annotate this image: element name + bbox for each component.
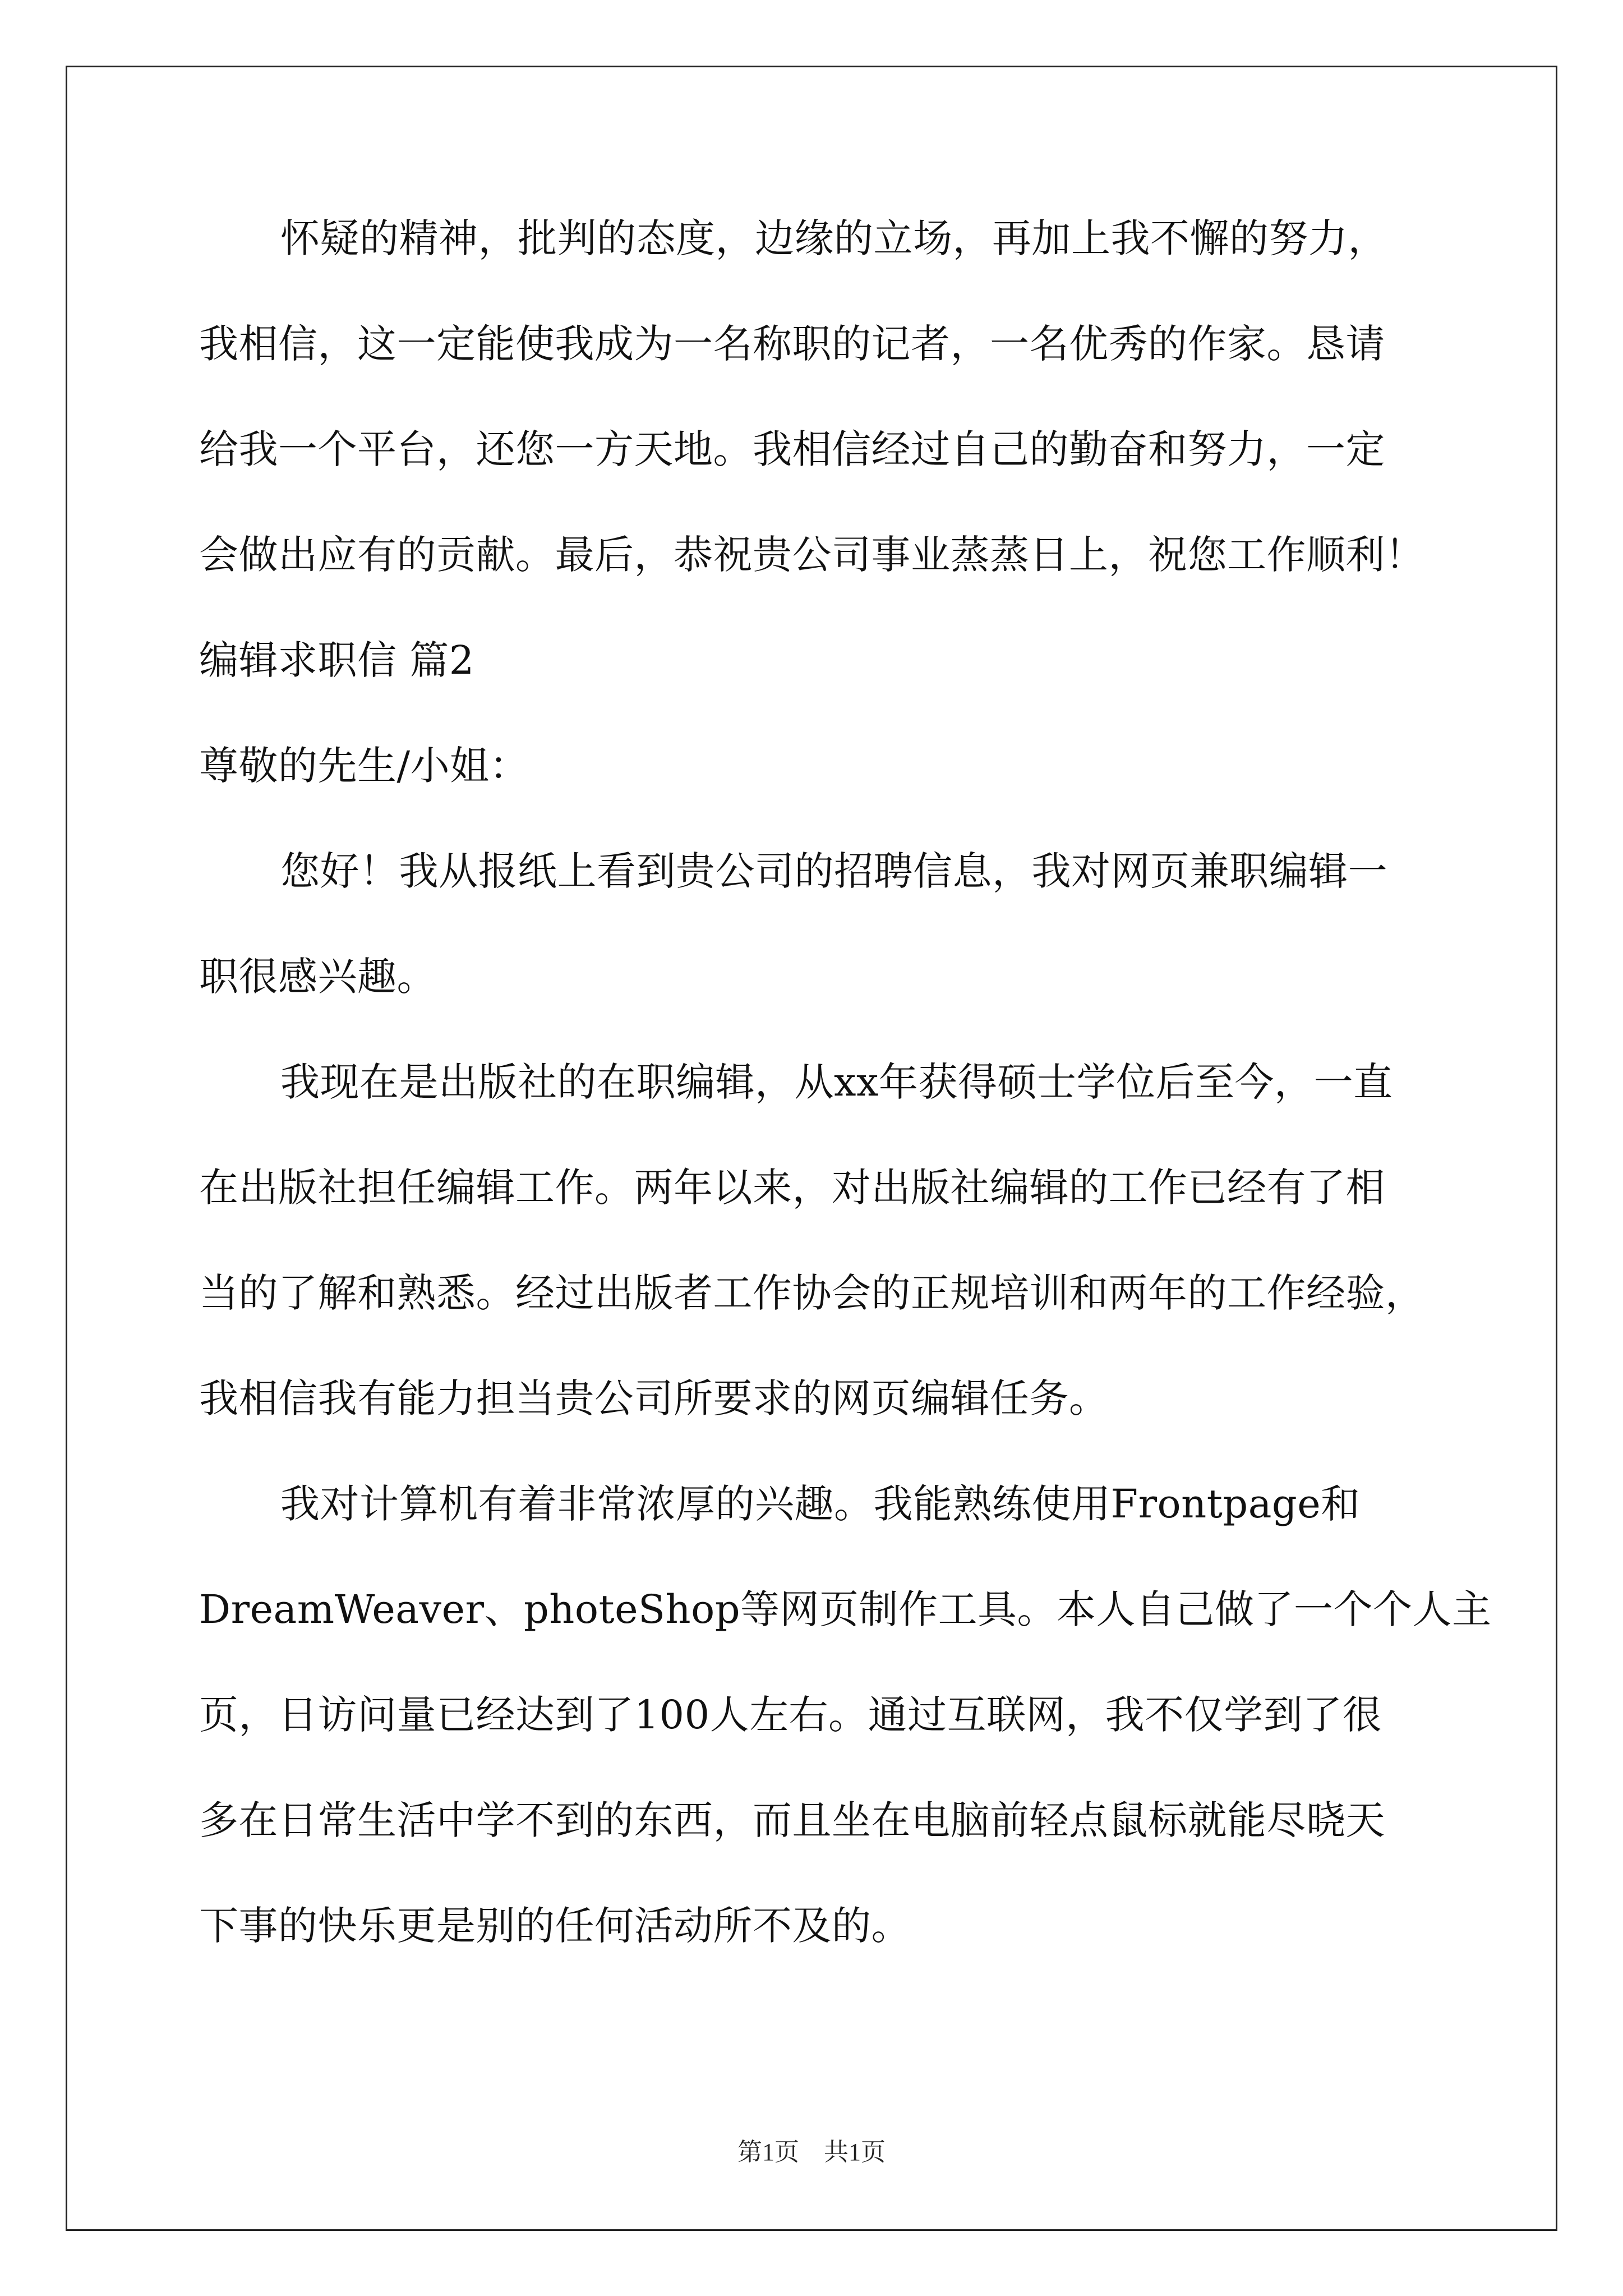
paragraph-line: 当的了解和熟悉。经过出版者工作协会的正规培训和两年的工作经验，	[199, 1270, 1425, 1316]
paragraph-line: 怀疑的精神，批判的态度，边缘的立场，再加上我不懈的努力，	[280, 215, 1387, 261]
paragraph-line: DreamWeaver、photeShop等网页制作工具。本人自己做了一个个人主	[199, 1586, 1492, 1632]
paragraph-line: 职很感兴趣。	[199, 954, 436, 1000]
paragraph-line: 页，日访问量已经达到了100人左右。通过互联网，我不仅学到了很	[199, 1692, 1382, 1738]
paragraph-line: 会做出应有的贡献。最后，恭祝贵公司事业蒸蒸日上，祝您工作顺利！	[199, 532, 1425, 578]
paragraph-line: 在出版社担任编辑工作。两年以来，对出版社编辑的工作已经有了相	[199, 1165, 1385, 1211]
paragraph-line: 我现在是出版社的在职编辑，从xx年获得硕士学位后至今，一直	[280, 1059, 1393, 1105]
page-number-footer: 第1页 共1页	[737, 2138, 886, 2166]
section-heading: 编辑求职信 篇2	[199, 637, 474, 683]
paragraph-line: 我相信我有能力担当贵公司所要求的网页编辑任务。	[199, 1375, 1109, 1421]
paragraph-line: 我对计算机有着非常浓厚的兴趣。我能熟练使用Frontpage和	[280, 1481, 1361, 1527]
paragraph-line: 多在日常生活中学不到的东西，而且坐在电脑前轻点鼠标就能尽晓天	[199, 1797, 1385, 1843]
paragraph-line: 给我一个平台，还您一方天地。我相信经过自己的勤奋和努力，一定	[199, 426, 1385, 472]
salutation: 尊敬的先生/小姐：	[199, 743, 529, 789]
paragraph-line: 您好！我从报纸上看到贵公司的招聘信息，我对网页兼职编辑一	[280, 848, 1387, 894]
paragraph-line: 下事的快乐更是别的任何活动所不及的。	[199, 1903, 911, 1949]
paragraph-line: 我相信，这一定能使我成为一名称职的记者，一名优秀的作家。恳请	[199, 321, 1385, 367]
